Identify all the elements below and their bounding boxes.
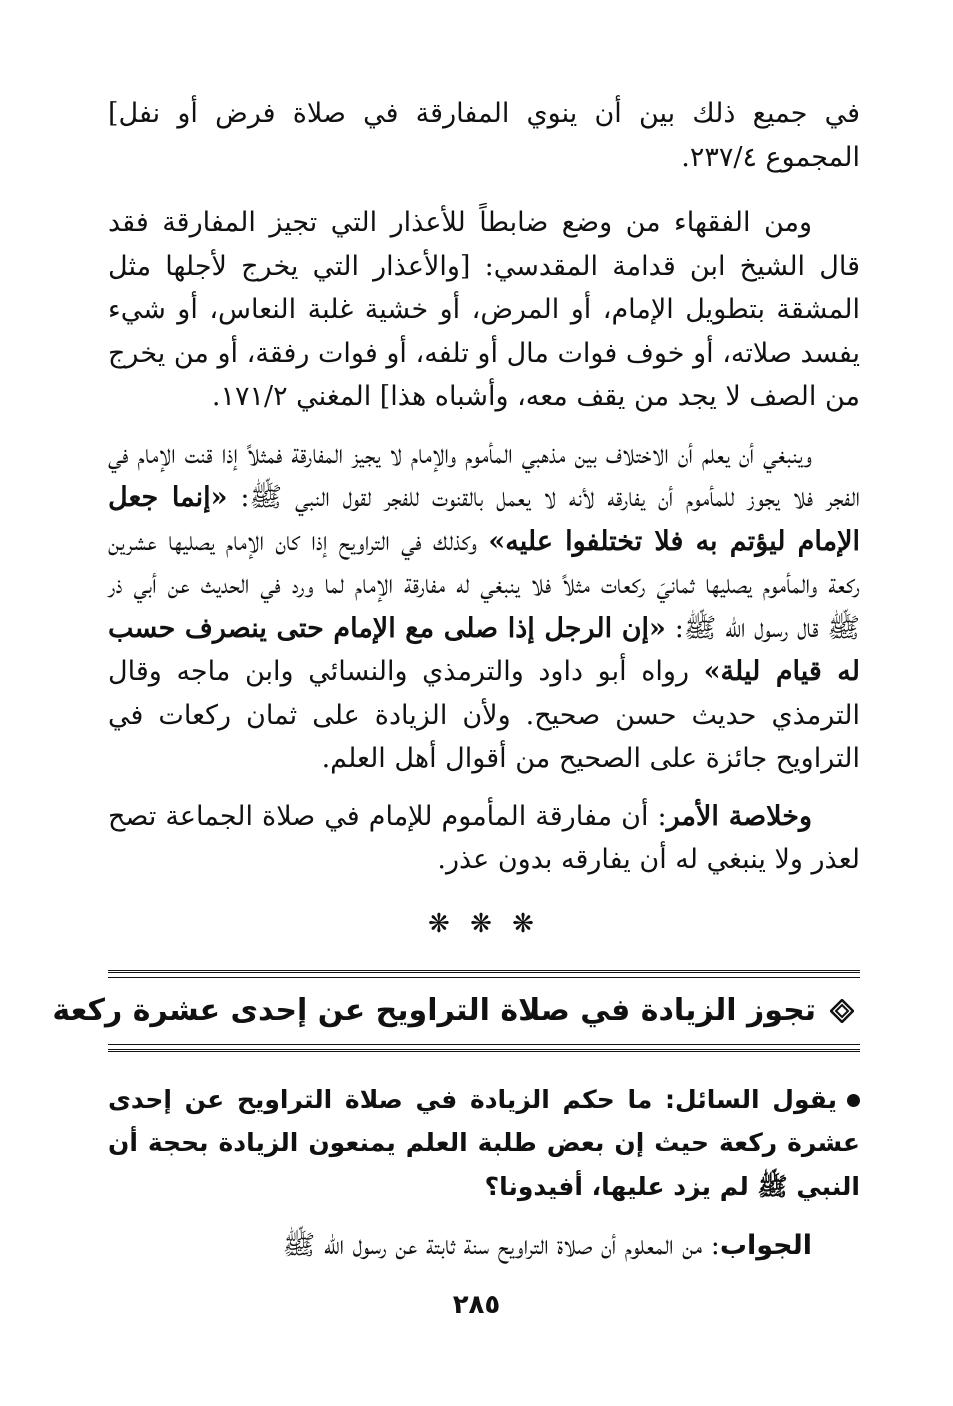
paragraph-text: ومن الفقهاء من وضع ضابطاً للأعذار التي تجيز المفارقة فقد قال الشيخ ابن قدامة المقدسي: [والأعذار التي يخرج لأجلها مثل المشقة بتطويل الإمام، أو المرض، أو خشية غلبة النعاس، أو شيء يفسد صلاته، أو خوف فوات مال أو تلفه، أو فوات رفقة، أو من يخرج من الصف لا يجد من يقف معه، وأشباه هذا] المغني ١٧١/٢.	[108, 207, 860, 412]
paragraph-text: في جميع ذلك بين أن ينوي المفارقة في صلاة فرض أو نفل] المجموع ٢٣٧/٤.	[108, 98, 860, 173]
paragraph-text: رواه أبو داود والترمذي والنسائي وابن ماجه وقال الترمذي حديث حسن صحيح. ولأن الزيادة على ثمان ركعات في التراويح جائزة على الصحيح من أقوال أهل العلم.	[108, 656, 860, 774]
paragraph-text: : أن مفارقة المأموم للإمام في صلاة الجماعة تصح لعذر ولا ينبغي له أن يفارقه بدون عذر.	[108, 800, 860, 875]
paragraph-text: وينبغي أن يعلم أن الاختلاف بين مذهبي المأموم والإمام لا يجيز المفارقة فمثلاً إذا قنت الإمام في الفجر فلا يجوز للمأموم أن يفارقه لأنه لا يعمل بالقنوت للفجر لقول النبي ﷺ:	[108, 438, 860, 513]
answer-label: الجواب	[719, 1230, 812, 1261]
diamond-icon	[830, 999, 854, 1023]
answer-text: : من المعلوم أن صلاة التراويح سنة ثابتة عن رسول الله ﷺ	[282, 1230, 720, 1261]
bullet-icon	[847, 1094, 860, 1107]
hadith-quote: «إن الرجل إذا صلى مع الإمام حتى ينصرف حسب له قيام ليلة»	[108, 612, 860, 687]
section-header	[52, 970, 860, 1052]
answer-paragraph	[108, 1224, 860, 1268]
section-title-row	[52, 983, 860, 1039]
paragraph-conclusion	[108, 795, 860, 882]
conclusion-label: وخلاصة الأمر	[666, 800, 812, 832]
question-text: يقول السائل: ما حكم الزيادة في صلاة التراويح عن إحدى عشرة ركعة حيث إن بعض طلبة العلم يمنعون الزيادة بحجة أن النبي ﷺ لم يزد عليها، أفيدونا؟	[108, 1084, 860, 1201]
hadith-quote: «إنما جعل الإمام ليؤتم به فلا تختلفوا عليه»	[108, 482, 860, 557]
header-rule-top	[108, 977, 860, 978]
question-paragraph	[108, 1078, 860, 1209]
separator-stars: ❋ ❋ ❋	[428, 908, 540, 939]
page-body	[52, 92, 861, 1268]
header-rule-bottom	[108, 1044, 860, 1045]
page-number: ٢٨٥	[452, 1290, 501, 1320]
paragraph-continuation	[108, 92, 860, 179]
section-title: تجوز الزيادة في صلاة التراويح عن إحدى عشرة ركعة	[52, 993, 816, 1028]
paragraph-text: وكذلك في التراويح إذا كان الإمام يصليها عشرين ركعة والمأموم يصليها ثمانيَ ركعات مثلاً فلا ينبغي له مفارقة الإمام لما ورد في الحديث عن أبي ذر ﷺ قال رسول الله ﷺ:	[108, 525, 861, 644]
paragraph-fuqaha-rule	[108, 201, 860, 419]
paragraph-madhhab-difference	[108, 433, 860, 781]
